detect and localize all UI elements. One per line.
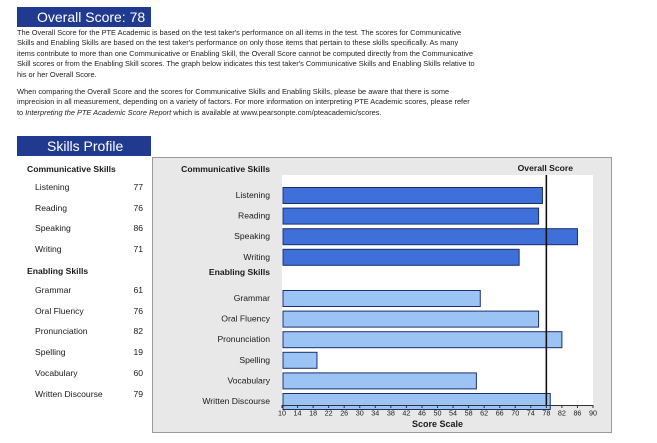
bar-written-discourse xyxy=(283,394,550,410)
chart-category-label-grammar: Grammar xyxy=(233,293,270,303)
x-tick-label-38: 38 xyxy=(386,408,395,418)
chart-category-label-writing: Writing xyxy=(243,251,270,262)
x-tick-label-86: 86 xyxy=(573,408,582,418)
x-tick-label-10: 10 xyxy=(278,408,286,418)
x-tick-label-66: 66 xyxy=(495,408,504,418)
table-value-vocabulary: 60 xyxy=(133,368,143,378)
table-value-pronunciation: 82 xyxy=(133,326,143,336)
bar-writing xyxy=(283,249,519,265)
x-tick-label-14: 14 xyxy=(293,408,302,418)
x-tick-label-26: 26 xyxy=(340,408,349,418)
overall-score-header: Overall Score: 78 xyxy=(17,7,151,27)
table-label-speaking: Speaking xyxy=(35,223,71,233)
table-value-listening: 77 xyxy=(133,182,143,192)
table-value-written-discourse: 79 xyxy=(133,389,143,399)
x-tick-label-62: 62 xyxy=(480,408,489,418)
table-label-written-discourse: Written Discourse xyxy=(35,389,103,399)
bar-vocabulary xyxy=(283,373,476,389)
table-label-reading: Reading xyxy=(35,203,68,213)
x-tick-label-78: 78 xyxy=(542,408,551,418)
skills-profile-header: Skills Profile xyxy=(17,136,151,156)
x-tick-label-34: 34 xyxy=(371,408,380,418)
note-text-before: When comparing the Overall Score and the scores for Communicative Skills and Enabling Skills, please be aware that there is some imprecision in all measurement, depending on a variety of factors. For more information on interpreting PTE Academic scores, please refer to xyxy=(17,87,470,117)
bar-oral-fluency xyxy=(283,311,539,327)
table-label-listening: Listening xyxy=(35,182,70,192)
table-label-writing: Writing xyxy=(35,244,62,254)
table-value-writing: 71 xyxy=(133,244,143,254)
chart-category-label-pronunciation: Pronunciation xyxy=(217,334,270,345)
table-label-oral-fluency: Oral Fluency xyxy=(35,306,84,316)
bar-reading xyxy=(283,208,539,224)
x-tick-label-18: 18 xyxy=(309,408,318,418)
chart-category-label-vocabulary: Vocabulary xyxy=(227,375,270,386)
x-tick-label-82: 82 xyxy=(557,408,566,418)
chart-category-label-reading: Reading xyxy=(237,210,270,221)
score-interpretation-note xyxy=(17,87,477,118)
x-tick-label-58: 58 xyxy=(464,408,473,418)
table-label-pronunciation: Pronunciation xyxy=(35,326,88,336)
chart-category-label-speaking: Speaking xyxy=(234,231,270,242)
x-tick-label-46: 46 xyxy=(417,408,426,418)
x-tick-label-50: 50 xyxy=(433,408,442,418)
x-tick-label-42: 42 xyxy=(402,408,411,418)
overall-score-explanation: The Overall Score for the PTE Academic is based on the test taker's performance on all items in the test. The scores for Communicative Skills and Enabling Skills are based on the test taker's performance on only those items that pertain to these skills specifically. As many items contribute to more than one Communicative or Enabling Skill, the Overall Score cannot be computed directly from the Communicative Skill scores or from the Enabling Skill scores. The graph below indicates this test taker's Communicative Skills and Enabling Skills relative to his or her Overall Score. xyxy=(17,28,475,79)
table-value-reading: 76 xyxy=(133,203,143,213)
chart-group-heading-enabling-skills: Enabling Skills xyxy=(208,267,270,277)
chart-category-label-spelling: Spelling xyxy=(239,354,270,365)
table-value-oral-fluency: 76 xyxy=(133,306,143,316)
chart-category-label-oral-fluency: Oral Fluency xyxy=(221,313,270,324)
table-value-grammar: 61 xyxy=(133,285,143,295)
x-tick-label-22: 22 xyxy=(324,408,333,418)
bar-spelling xyxy=(283,352,317,368)
bar-pronunciation xyxy=(283,332,562,348)
table-label-grammar: Grammar xyxy=(35,285,72,295)
x-tick-label-90: 90 xyxy=(589,408,597,418)
x-tick-label-30: 30 xyxy=(355,408,364,418)
bar-grammar xyxy=(283,291,480,307)
table-value-speaking: 86 xyxy=(133,223,143,233)
communicative-skills-heading: Communicative Skills xyxy=(27,164,116,174)
chart-group-heading-communicative-skills: Communicative Skills xyxy=(181,164,270,174)
score-report-title: Interpreting the PTE Academic Score Report xyxy=(25,107,172,117)
bar-speaking xyxy=(283,229,577,245)
table-label-spelling: Spelling xyxy=(35,347,66,357)
chart-category-label-listening: Listening xyxy=(235,190,270,200)
chart-category-label-written-discourse: Written Discourse xyxy=(202,396,270,406)
enabling-skills-heading: Enabling Skills xyxy=(27,266,89,276)
table-value-spelling: 19 xyxy=(133,347,143,357)
x-axis-title: Score Scale xyxy=(411,419,464,429)
skills-profile-chart xyxy=(152,157,612,433)
x-tick-label-54: 54 xyxy=(449,408,458,418)
x-tick-label-70: 70 xyxy=(511,408,520,418)
table-label-vocabulary: Vocabulary xyxy=(35,368,78,378)
x-tick-label-74: 74 xyxy=(526,408,535,418)
note-text-after: which is available at www.pearsonpte.com/pteacademic/scores. xyxy=(171,107,382,117)
overall-score-line-label: Overall Score xyxy=(517,163,574,173)
bar-listening xyxy=(283,188,542,204)
